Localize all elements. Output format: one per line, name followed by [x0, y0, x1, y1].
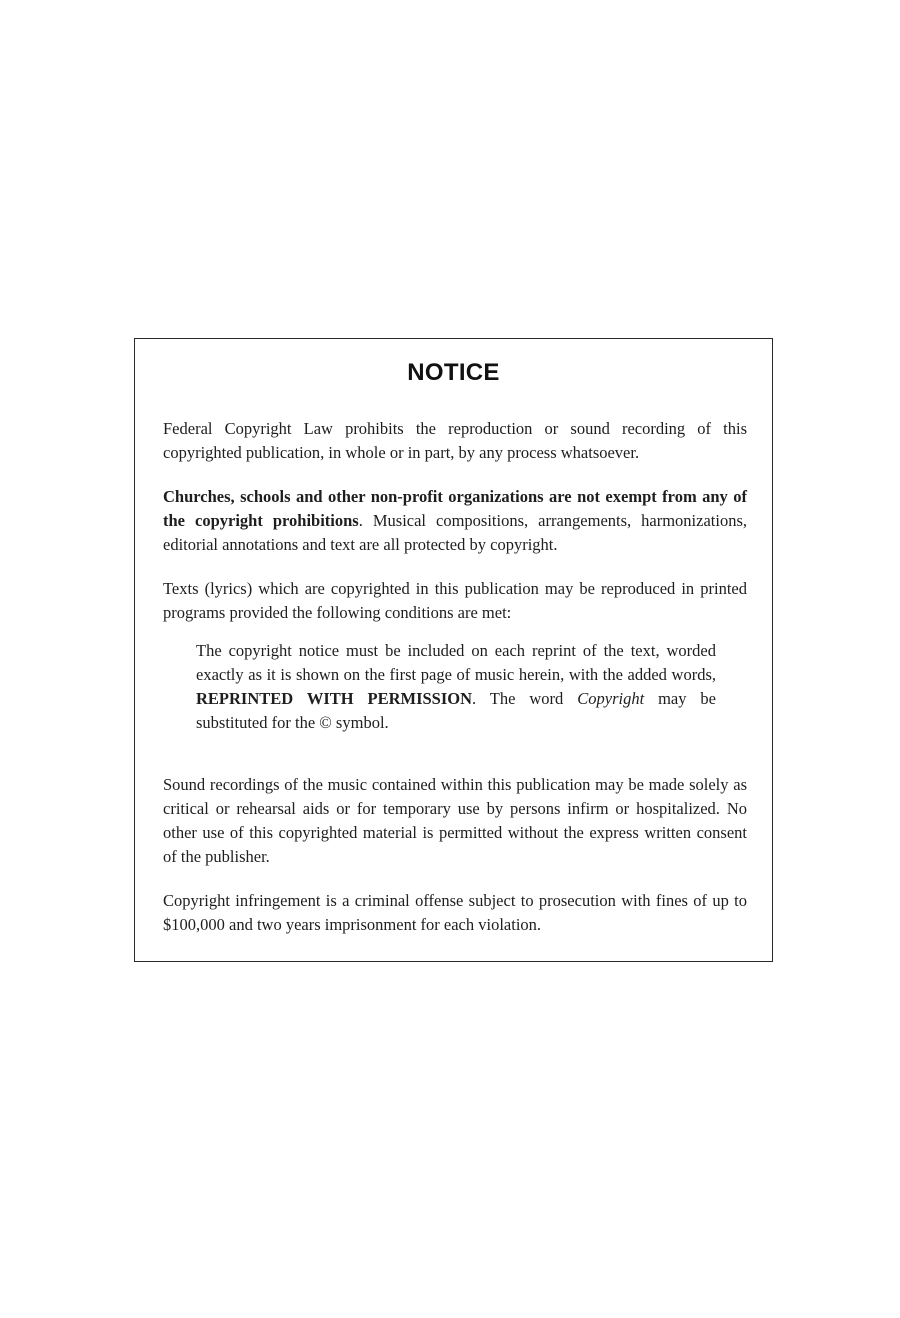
copyright-word-italic: Copyright — [577, 689, 645, 708]
reprint-conditions-text-b: . The word — [472, 689, 578, 708]
paragraph-reprint-conditions — [196, 639, 716, 735]
paragraph-copyright-law — [163, 417, 747, 465]
notice-title: NOTICE — [407, 359, 500, 386]
paragraph-infringement — [163, 889, 747, 937]
paragraph-texts-lyrics — [163, 577, 747, 625]
not-exempt-bold-text: Churches, schools and other non-profit organizations are not exempt from any of the copyright prohibitions — [163, 487, 747, 530]
paragraph-sound-recordings-text: Sound recordings of the music contained within this publication may be made solely as critical or rehearsal aids or for temporary use by persons infirm or hospitalized. No other use of this copyrighted material is permitted without the express written consent of the publisher. — [163, 775, 747, 866]
paragraph-copyright-law-text: Federal Copyright Law prohibits the reproduction or sound recording of this copyrighted publication, in whole or in part, by any process whatsoever. — [163, 419, 747, 462]
reprint-conditions-text-a: The copyright notice must be included on each reprint of the text, worded exactly as it is shown on the first page of music herein, with the added words, — [196, 641, 716, 684]
paragraph-sound-recordings — [163, 773, 747, 869]
not-exempt-rest-text: . Musical compositions, arrangements, harmonizations, editorial annotations and text are all protected by copyright. — [163, 511, 747, 554]
reprint-conditions-text-c: may be substituted for the © symbol. — [196, 689, 717, 732]
paragraph-not-exempt — [163, 485, 747, 557]
notice-box — [134, 338, 773, 962]
paragraph-infringement-text: Copyright infringement is a criminal offense subject to prosecution with fines of up to $100,000 and two years imprisonment for each violation. — [163, 891, 747, 934]
reprinted-with-permission-text: REPRINTED WITH PERMISSION — [196, 689, 473, 708]
paragraph-texts-lyrics-text: Texts (lyrics) which are copyrighted in this publication may be reproduced in printed programs provided the following conditions are met: — [163, 579, 747, 622]
